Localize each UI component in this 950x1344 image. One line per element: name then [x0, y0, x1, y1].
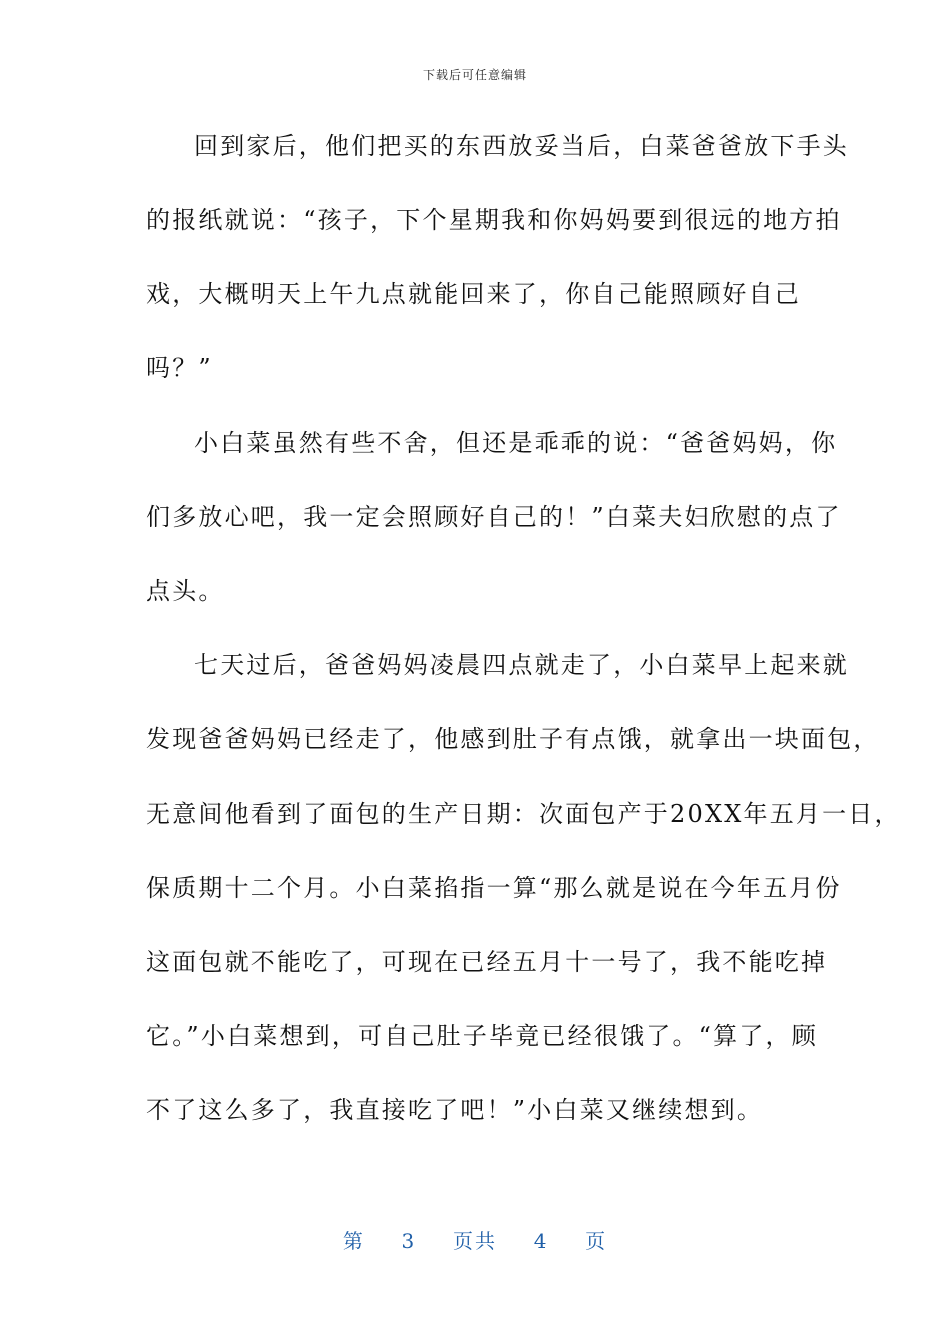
- text-line: 不了这么多了，我直接吃了吧！”小白菜又继续想到。: [146, 1096, 764, 1124]
- page-footer: [0, 1225, 950, 1254]
- footer-suffix: 页: [585, 1229, 608, 1253]
- current-page-number: 3: [401, 1229, 417, 1253]
- text-line: 它。”小白菜想到，可自己肚子毕竟已经很饿了。“算了，顾: [146, 1022, 818, 1050]
- text-line: 吗？”: [146, 354, 213, 382]
- page-header: 下载后可任意编辑: [422, 68, 527, 82]
- text-line: 七天过后，爸爸妈妈凌晨四点就走了，小白菜早上起来就: [194, 651, 849, 679]
- footer-middle: 页共: [453, 1229, 497, 1253]
- text-line: 戏，大概明天上午九点就能回来了，你自己能照顾好自己: [146, 280, 801, 308]
- text-line: 小白菜虽然有些不舍，但还是乖乖的说：“爸爸妈妈，你: [194, 429, 838, 457]
- text-line: 这面包就不能吃了，可现在已经五月十一号了，我不能吃掉: [146, 948, 828, 976]
- text-line: 们多放心吧，我一定会照顾好自己的！”白菜夫妇欣慰的点了: [146, 503, 842, 531]
- text-line: 回到家后，他们把买的东西放妥当后，白菜爸爸放下手头: [194, 132, 849, 160]
- text-line: 点头。: [146, 577, 225, 605]
- text-line: 的报纸就说：“孩子，下个星期我和你妈妈要到很远的地方拍: [146, 206, 842, 234]
- text-line: 保质期十二个月。小白菜掐指一算“那么就是说在今年五月份: [146, 874, 842, 902]
- footer-prefix: 第: [342, 1229, 365, 1253]
- total-pages-number: 4: [533, 1229, 549, 1253]
- text-line: 发现爸爸妈妈已经走了，他感到肚子有点饿，就拿出一块面包，: [146, 725, 880, 753]
- text-line: 无意间他看到了面包的生产日期：次面包产于20XX年五月一日，: [146, 800, 901, 828]
